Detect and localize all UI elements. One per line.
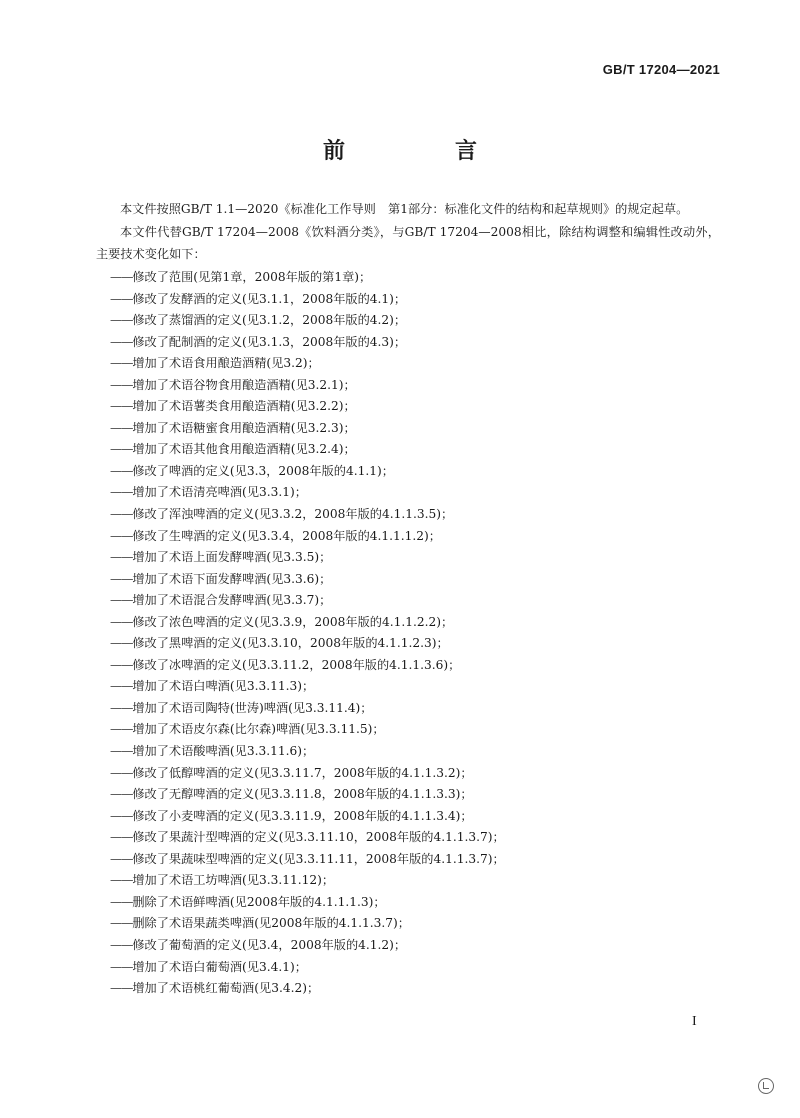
change-text: 修改了葡萄酒的定义(见3.4，2008年版的4.1.2)； [132,937,407,952]
change-text: 增加了术语白啤酒(见3.3.11.3)； [132,679,315,694]
change-item [96,892,720,914]
list-dash: —— [110,442,133,457]
list-dash: —— [110,291,133,306]
change-text: 修改了范围(见第1章，2008年版的第1章)； [132,270,372,284]
change-item [96,698,720,720]
change-text: 增加了术语下面发酵啤酒(见3.3.6)； [132,571,332,586]
change-item [96,655,720,677]
change-text: 增加了术语皮尔森(比尔森)啤酒(见3.3.11.5)； [132,722,385,737]
change-item [96,590,720,612]
list-dash: —— [110,722,133,737]
intro-paragraph: 本文件按照GB/T 1.1—2020《标准化工作导则 第1部分：标准化文件的结构和起草规则》的规定起草。 [120,202,689,216]
change-item [96,289,720,311]
list-dash: —— [110,334,133,349]
page-number: I [692,1014,697,1029]
change-text: 删除了术语鲜啤酒(见2008年版的4.1.1.1.3)； [132,894,386,909]
change-text: 修改了生啤酒的定义(见3.3.4，2008年版的4.1.1.1.2)； [132,528,441,543]
change-item [96,612,720,634]
change-item [96,267,720,289]
list-dash: —— [110,399,133,414]
list-dash: —— [110,916,133,931]
change-item [96,978,720,1000]
change-text: 增加了术语薯类食用酿造酒精(见3.2.2)； [132,399,356,414]
change-item [96,957,720,979]
change-item [96,396,720,418]
document-body [96,198,720,1000]
list-dash: —— [110,894,133,909]
change-item [96,849,720,871]
change-text: 删除了术语果蔬类啤酒(见2008年版的4.1.1.3.7)； [132,916,410,931]
list-dash: —— [110,528,133,543]
change-item [96,504,720,526]
list-dash: —— [110,765,133,780]
list-dash: —— [110,657,133,672]
change-item [96,741,720,763]
list-dash: —— [110,463,133,478]
change-text: 增加了术语白葡萄酒(见3.4.1)； [132,959,307,974]
change-text: 增加了术语食用酿造酒精(见3.2)； [132,356,320,371]
change-item [96,547,720,569]
change-item [96,418,720,440]
list-dash: —— [110,356,133,371]
list-dash: —— [110,485,133,500]
change-text: 增加了术语清亮啤酒(见3.3.1)； [132,485,307,500]
change-text: 增加了术语上面发酵啤酒(见3.3.5)； [132,550,332,565]
change-item [96,461,720,483]
change-text: 增加了术语司陶特(世涛)啤酒(见3.3.11.4)； [132,700,373,715]
change-item [96,827,720,849]
change-item [96,310,720,332]
list-dash: —— [110,937,133,952]
change-item [96,784,720,806]
list-dash: —— [110,420,133,435]
list-dash: —— [110,787,133,802]
list-dash: —— [110,593,133,608]
list-dash: —— [110,700,133,715]
change-text: 增加了术语其他食用酿造酒精(见3.2.4)； [132,442,356,457]
change-text: 增加了术语酸啤酒(见3.3.11.6)； [132,744,315,759]
change-text: 增加了术语混合发酵啤酒(见3.3.7)； [132,593,332,608]
list-dash: —— [110,507,133,522]
list-dash: —— [110,679,133,694]
technical-changes-list [96,267,720,1000]
change-text: 增加了术语工坊啤酒(见3.3.11.12)； [132,873,335,888]
change-item [96,719,720,741]
change-text: 修改了果蔬汁型啤酒的定义(见3.3.11.10，2008年版的4.1.1.3.7)； [132,830,505,845]
list-dash: —— [110,571,133,586]
list-dash: —— [110,270,133,284]
change-item [96,439,720,461]
change-text: 修改了啤酒的定义(见3.3，2008年版的4.1.1)； [132,463,394,478]
change-item [96,870,720,892]
change-item [96,482,720,504]
change-item [96,332,720,354]
list-dash: —— [110,614,133,629]
change-item [96,935,720,957]
change-item [96,375,720,397]
change-text: 修改了黑啤酒的定义(见3.3.10，2008年版的4.1.1.2.3)； [132,636,449,651]
change-text: 增加了术语糖蜜食用酿造酒精(见3.2.3)； [132,420,356,435]
list-dash: —— [110,981,133,996]
change-text: 修改了无醇啤酒的定义(见3.3.11.8，2008年版的4.1.1.3.3)； [132,787,473,802]
list-dash: —— [110,959,133,974]
change-text: 增加了术语谷物食用酿造酒精(见3.2.1)； [132,377,356,392]
change-text: 修改了果蔬味型啤酒的定义(见3.3.11.11，2008年版的4.1.1.3.7)； [132,851,505,866]
list-dash: —— [110,550,133,565]
list-dash: —— [110,873,133,888]
change-item [96,676,720,698]
change-text: 修改了冰啤酒的定义(见3.3.11.2，2008年版的4.1.1.3.6)； [132,657,461,672]
list-dash: —— [110,377,133,392]
page-title: 前 言 [322,138,499,164]
list-dash: —— [110,830,133,845]
list-dash: —— [110,744,133,759]
change-text: 修改了发酵酒的定义(见3.1.1，2008年版的4.1)； [132,291,407,306]
change-text: 修改了蒸馏酒的定义(见3.1.2，2008年版的4.2)； [132,313,407,328]
replacement-paragraph: 本文件代替GB/T 17204—2008《饮料酒分类》，与GB/T 17204—2008相比，除结构调整和编辑性改动外，主要技术变化如下： [96,225,720,261]
change-item [96,806,720,828]
change-text: 修改了浑浊啤酒的定义(见3.3.2，2008年版的4.1.1.3.5)； [132,507,454,522]
change-item [96,633,720,655]
change-item [96,763,720,785]
list-dash: —— [110,851,133,866]
viewer-corner-icon[interactable] [758,1078,774,1094]
standard-code: GB/T 17204—2021 [602,62,720,77]
change-text: 增加了术语桃红葡萄酒(见3.4.2)； [132,981,320,996]
change-text: 修改了浓色啤酒的定义(见3.3.9，2008年版的4.1.1.2.2)； [132,614,454,629]
list-dash: —— [110,636,133,651]
change-item [96,569,720,591]
change-text: 修改了小麦啤酒的定义(见3.3.11.9，2008年版的4.1.1.3.4)； [132,808,473,823]
change-item [96,526,720,548]
change-text: 修改了低醇啤酒的定义(见3.3.11.7，2008年版的4.1.1.3.2)； [132,765,473,780]
change-text: 修改了配制酒的定义(见3.1.3，2008年版的4.3)； [132,334,407,349]
list-dash: —— [110,808,133,823]
change-item [96,353,720,375]
list-dash: —— [110,313,133,328]
change-item [96,913,720,935]
